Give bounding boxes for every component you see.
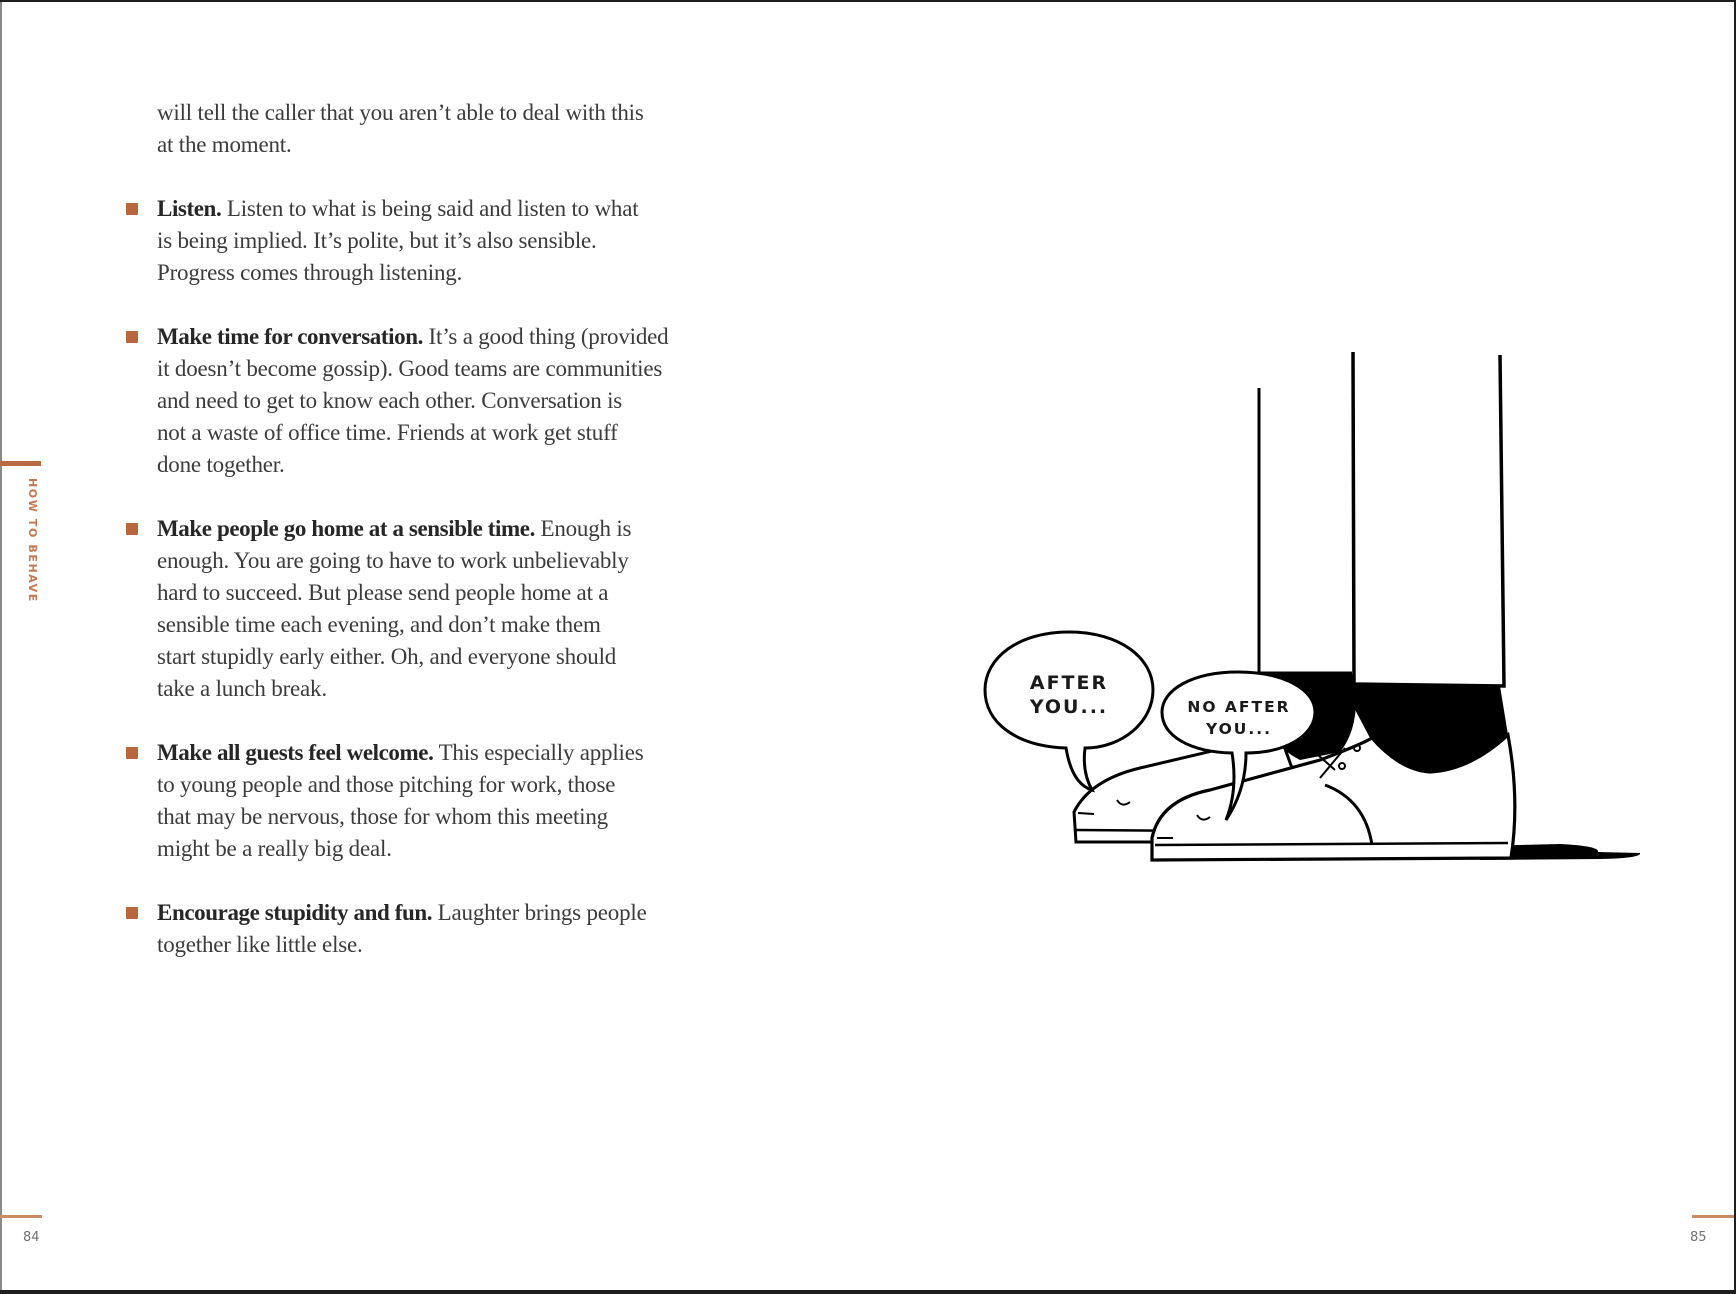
continuation-paragraph bbox=[157, 97, 767, 161]
bullet-heading: Encourage stupidity and fun. bbox=[157, 900, 433, 925]
text-line: hard to succeed. But please send people home at a bbox=[157, 580, 609, 605]
text-line: This especially applies bbox=[433, 740, 644, 765]
bullet-item-fun bbox=[157, 897, 767, 961]
text-line: enough. You are going to have to work unbelievably bbox=[157, 548, 629, 573]
bullet-item-listen bbox=[157, 193, 767, 289]
page-number-right: 85 bbox=[1690, 1230, 1707, 1245]
rear-shoe-mouth bbox=[1078, 813, 1094, 814]
bullet-marker bbox=[126, 747, 138, 759]
text-line: will tell the caller that you aren’t able to deal with this bbox=[157, 100, 644, 125]
footer-rule-right bbox=[1692, 1215, 1734, 1218]
bottom-edge bbox=[0, 1290, 1736, 1294]
bubble-left-line: AFTER bbox=[1029, 672, 1109, 694]
section-label: HOW TO BEHAVE bbox=[26, 478, 39, 603]
text-line: at the moment. bbox=[157, 132, 292, 157]
text-line: it doesn’t become gossip). Good teams are communities bbox=[157, 356, 663, 381]
text-line: and need to get to know each other. Conversation is bbox=[157, 388, 623, 413]
bullet-marker bbox=[126, 907, 138, 919]
text-line: done together. bbox=[157, 452, 285, 477]
bullet-marker bbox=[126, 523, 138, 535]
pant-leg bbox=[1259, 388, 1352, 673]
text-line: that may be nervous, those for whom this meeting bbox=[157, 804, 608, 829]
text-line: It’s a good thing (provided bbox=[423, 324, 669, 349]
text-line: Progress comes through listening. bbox=[157, 260, 463, 285]
text-line: Laughter brings people bbox=[432, 900, 647, 925]
shoes-illustration bbox=[960, 330, 1680, 890]
text-line: sensible time each evening, and don’t make them bbox=[157, 612, 601, 637]
page-edge bbox=[0, 2, 2, 1290]
bullet-heading: Make time for conversation. bbox=[157, 324, 423, 349]
text-line: is being implied. It’s polite, but it’s also sensible. bbox=[157, 228, 597, 253]
bullet-item-conversation bbox=[157, 321, 767, 481]
text-line: together like little else. bbox=[157, 932, 363, 957]
page-number-left: 84 bbox=[23, 1230, 40, 1245]
text-line: Listen to what is being said and listen to what bbox=[221, 196, 639, 221]
text-line: start stupidly early either. Oh, and everyone should bbox=[157, 644, 617, 669]
text-line: might be a really big deal. bbox=[157, 836, 392, 861]
bullet-heading: Make people go home at a sensible time. bbox=[157, 516, 535, 541]
bubble-left-line: YOU... bbox=[1029, 696, 1109, 718]
bullet-heading: Listen. bbox=[157, 196, 222, 221]
bubble-right-line: NO AFTER bbox=[1187, 698, 1291, 716]
pant-leg bbox=[1353, 352, 1504, 686]
text-line: to young people and those pitching for work, those bbox=[157, 772, 616, 797]
bullet-item-guests bbox=[157, 737, 767, 865]
footer-rule-left bbox=[0, 1215, 42, 1218]
bullet-marker bbox=[126, 203, 138, 215]
bullet-heading: Make all guests feel welcome. bbox=[157, 740, 434, 765]
text-line: take a lunch break. bbox=[157, 676, 327, 701]
text-line: Enough is bbox=[534, 516, 632, 541]
bubble-right-line: YOU... bbox=[1205, 720, 1273, 738]
bullet-marker bbox=[126, 331, 138, 343]
bullet-item-go-home bbox=[157, 513, 767, 705]
section-marker-bar bbox=[0, 461, 41, 466]
text-line: not a waste of office time. Friends at work get stuff bbox=[157, 420, 618, 445]
